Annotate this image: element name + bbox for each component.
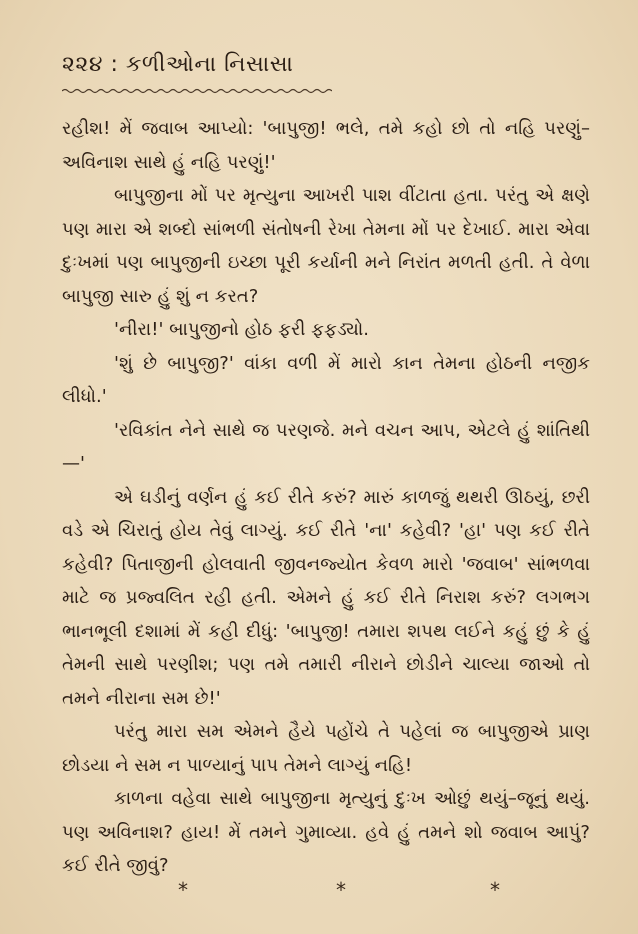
paragraph: 'નીરા!' બાપુજીનો હોઠ ફરી ફફડ્યો. [114, 319, 370, 340]
paragraph: 'શું છે બાપુજી?' વાંકા વળી મેં મારો કાન તેમના હોઠની નજીક લીધો.' [62, 352, 590, 407]
header-separator: : [110, 52, 119, 77]
section-break-star: * [490, 878, 500, 902]
body-text [62, 112, 590, 883]
running-header [62, 52, 293, 77]
paragraph: એ ઘડીનું વર્ણન હું કઈ રીતે કરું? મારું કાળજું થથરી ઊઠયું, છરી વડે એ ચિરાતું હોય તેવું લાગ્યું. કઈ રીતે 'ના' કહેવી? 'હા' પણ કઈ રીતે કહેવી? પિતાજીની હોલવાતી જીવનજ્યોત કેવળ મારો 'જવાબ' સાંભળવા માટે જ પ્રજ્વલિત રહી હતી. એમને હું કઈ રીતે નિરાશ કરું? લગભગ ભાનભૂલી દશામાં મેં કહી દીધું: 'બાપુજી! તમારા શપથ લઈને કહું છું કે હું તેમની સાથે પરણીશ; પણ તમે તમારી નીરાને છોડીને ચાલ્યા જાઓ તો તમને નીરાના સમ છે!' [62, 486, 590, 709]
paragraph: બાપુજીના મોં પર મૃત્યુના આખરી પાશ વીંટાતા હતા. પરંતુ એ ક્ષણે પણ મારા એ શબ્દો સાંભળી સંતોષની રેખા તેમના મોં પર દેખાઈ. મારા એવા દુઃખમાં પણ બાપુજીની ઇચ્છા પૂરી કર્યાની મને નિરાંત મળતી હતી. તે વેળા બાપુજી સારુ હું શું ન કરત? [62, 185, 590, 307]
chapter-title: કળીઓના નિસાસા [125, 52, 294, 77]
page-number: ૨૨૪ [62, 52, 103, 77]
paragraph: રહીશ! મેં જવાબ આપ્યો: 'બાપુજી! ભલે, તમે કહો છો તો નહિ પરણું–અવિનાશ સાથે હું નહિ પરણું!' [62, 118, 590, 173]
paragraph: 'રવિકાંત નેને સાથે જ પરણજે. મને વચન આપ, એટલે હું શાંતિથી—' [62, 419, 590, 474]
paragraph: કાળના વહેવા સાથે બાપુજીના મૃત્યુનું દુઃખ ઓછું થયું–જૂનું થયું. પણ અવિનાશ? હાય! મેં તમને ગુમાવ્યા. હવે હું તમને શો જવાબ આપું? કઈ રીતે જીવું? [62, 788, 590, 876]
section-break-star: * [178, 878, 188, 902]
wavy-rule [62, 88, 332, 94]
paragraph: પરંતુ મારા સમ એમને હૈયે પહોંચે તે પહેલાં જ બાપુજીએ પ્રાણ છોડયા ને સમ ન પાળ્યાનું પાપ તેમને લાગ્યું નહિ! [62, 721, 590, 776]
section-break-star: * [336, 878, 346, 902]
section-break [0, 878, 638, 908]
